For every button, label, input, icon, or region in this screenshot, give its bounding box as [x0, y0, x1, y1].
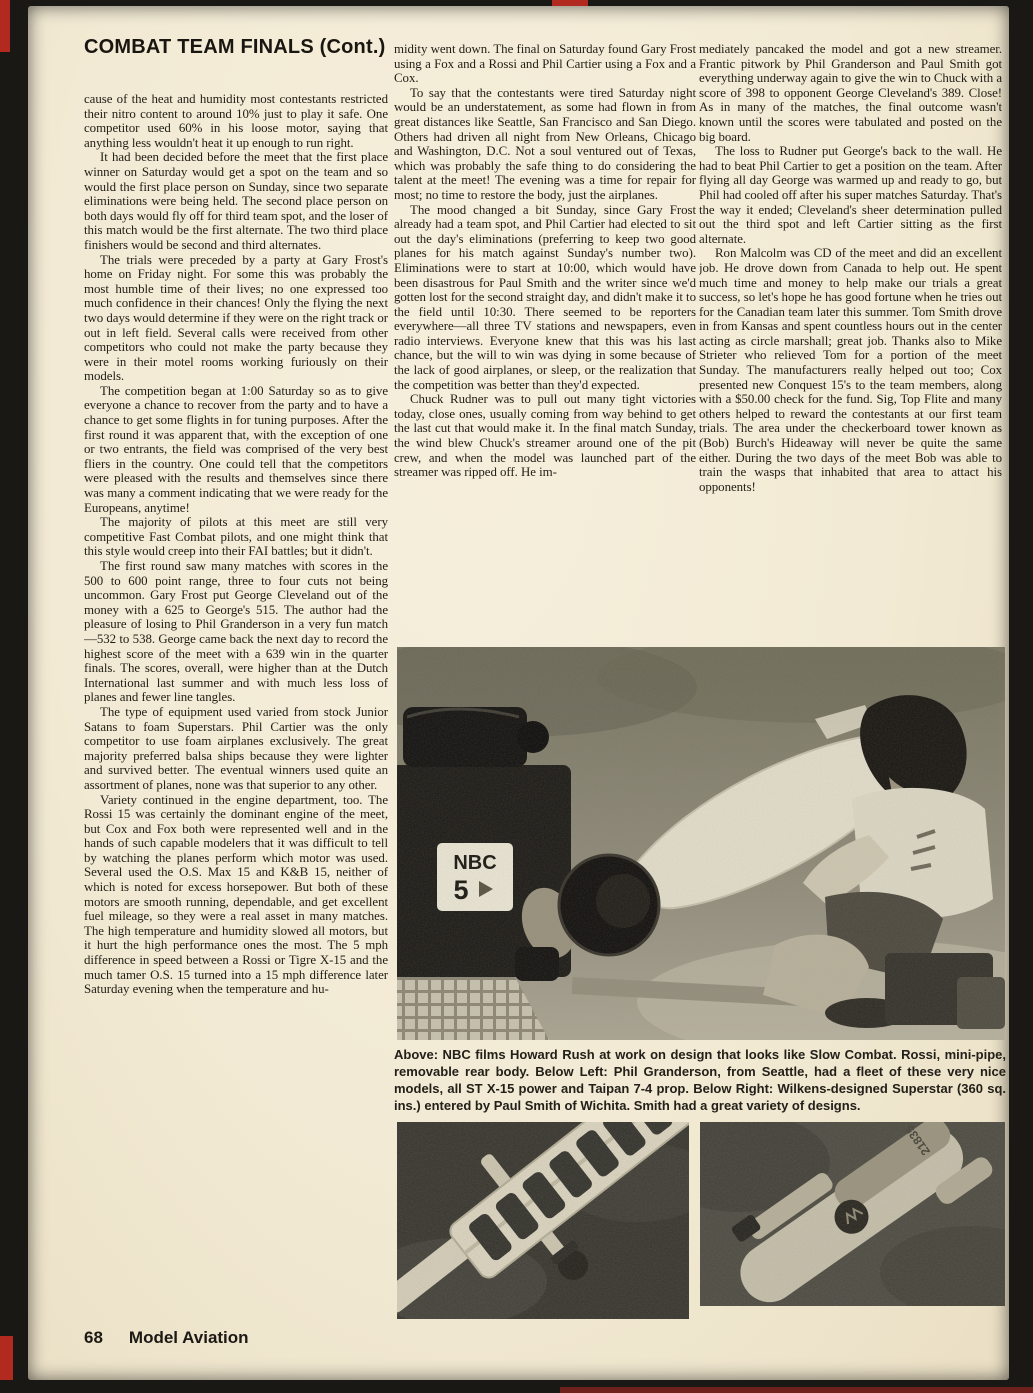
- text-column-2: [394, 42, 696, 642]
- page-footer: [84, 1328, 249, 1348]
- red-registration-mark: [560, 1387, 1033, 1393]
- text-column-3: [699, 42, 1002, 642]
- photo-illustration: [397, 647, 1005, 1040]
- photo-superstar-plane: [700, 1122, 1005, 1306]
- red-registration-mark: [0, 1336, 13, 1380]
- photo-caption: Above: NBC films Howard Rush at work on design that looks like Slow Combat. Rossi, mini-pipe, removable rear body. Below Left: Phil Granderson, from Seattle, had a fleet of these very nice models, all ST X-15 power and Taipan 7-4 prop. Below Right: Wilkens-designed Superstar (360 sq. ins.) entered by Paul Smith of Wichita. Smith had a great variety of designs.: [394, 1047, 1006, 1113]
- red-registration-mark: [552, 0, 588, 6]
- page-surface: [28, 6, 1009, 1380]
- paragraph: midity went down. The final on Saturday found Gary Frost using a Fox and a Rossi and Phil Cartier using a Fox and a Cox.: [394, 42, 696, 86]
- paragraph: cause of the heat and humidity most contestants restricted their nitro content to around 10% just to play it safe. One competitor used 60% in his loose motor, saying that anything less wouldn't heat it up enough to run right.: [84, 92, 388, 150]
- paragraph: The majority of pilots at this meet are still very competitive Fast Combat pilots, and one might think that this style would creep into their FAI battles; but it didn't.: [84, 515, 388, 559]
- text-column-1: [84, 92, 388, 1326]
- paragraph: The trials were preceded by a party at Gary Frost's home on Friday night. For some this was probably the most humble time of their lives; no one expressed too much confidence in their chances! Only the flying the next two days would determine if they were on the right track or out in left field. Several calls were received from other competitors who could not make the party because they were in their motel rooms working furiously on their models.: [84, 252, 388, 384]
- magazine-name: Model Aviation: [128, 1328, 249, 1347]
- paragraph: Variety continued in the engine department, too. The Rossi 15 was certainly the dominant engine of the meet, but Cox and Fox both were represented well and in the hands of such capable modelers that it was difficult to tell by watching the planes perform which motor was used. Several used the O.S. Max 15 and K&B 15, neither of which is noted for excess horsepower. But both of these motors are smooth running, dependable, and get excellent fuel mileage, so they were a real asset in many matches. The high temperature and humidity slowed all motors, but it hurt the high performance ones the most. The 5 mph difference in speed between a Rossi or Tigre X-15 and the much tamer O.S. 15 turned into a 15 mph difference later Saturday evening when the temperature and hu-: [84, 792, 388, 997]
- page-number: 68: [84, 1328, 103, 1347]
- page-title: COMBAT TEAM FINALS (Cont.): [84, 36, 386, 58]
- photo-nbc-filming-modeler: [397, 647, 1005, 1040]
- paragraph: The loss to Rudner put George's back to the wall. He had to beat Phil Cartier to get a position on the team. After flying all day George was warmed up and ready to go, but Phil had cooled off after his super matches Saturday. That's the way it ended; Cleveland's sheer determination pulled out the third spot and left Cartier sitting as the first alternate.: [699, 144, 1002, 246]
- paragraph: To say that the contestants were tired Saturday night would be an understatement, as some had flown in from great distances like Seattle, San Francisco and San Diego. Others had driven all night from New Orleans, Chicago and Washington, D.C. Not a soul ventured out of Texas, which was probably the safe thing to do considering the talent at the meet! The evening was a time for repair for most; no time to restore the body, just the airplanes.: [394, 85, 696, 202]
- paragraph: Chuck Rudner was to pull out many tight victories today, close ones, usually coming from way behind to get the last cut that would make it. In the final match Sunday, the wind blew Chuck's streamer around one of the pit crew, and when the model was launched part of the streamer was ripped off. He im-: [394, 392, 696, 480]
- paragraph: The type of equipment used varied from stock Junior Satans to foam Superstars. Phil Cartier was the only competitor to use foam airplanes exclusively. The great majority preferred balsa ships because they were lighter and survived better. The eventual winners used quite an assortment of planes, none was that superior to any other.: [84, 704, 388, 792]
- red-registration-mark: [0, 0, 10, 52]
- paragraph: mediately pancaked the model and got a new streamer. Frantic pitwork by Phil Granderson and Paul Smith got everything underway again to give the win to Chuck with a score of 398 to opponent George Cleveland's 389. Close! As in many of the matches, the final outcome wasn't known until the scores were tabulated and posted on the big board.: [699, 42, 1002, 144]
- photo-balsa-framework-plane: [397, 1122, 689, 1319]
- paragraph: The competition began at 1:00 Saturday so as to give everyone a chance to recover from the party and to have a chance to get some flights in for tuning purposes. After the first round it was apparent that, with the exception of one or two entrants, the field was comprised of the very best fliers in the country. One could tell that the competitors were pleased with the results and themselves since there was many a comment indicating that we were ready for the Europeans, anytime!: [84, 383, 388, 515]
- paragraph: The first round saw many matches with scores in the 500 to 600 point range, three to four cuts not being uncommon. Gary Frost put George Cleveland out of the money with a 625 to George's 515. The author had the pleasure of losing to Phil Granderson in a very fun match—532 to 538. George came back the next day to record the highest score of the meet with a 639 win in the quarter finals. The scores, overall, were higher than at the Dutch International last summer and with much less loss of planes and fewer line tangles.: [84, 559, 388, 705]
- paragraph: The mood changed a bit Sunday, since Gary Frost already had a team spot, and Phil Cartier had elected to sit out the day's eliminations (preferring to keep two good planes for his match against Sunday's number two). Eliminations were to start at 10:00, which would have been disastrous for Paul Smith and the writer since we'd gotten lost for the second straight day, and didn't make it to the field until 10:30. There seemed to be reporters everywhere—all three TV stations and newspapers, even radio interviews. Everyone knew that this was his last chance, but the will to win was dying in some because of the lack of good airplanes, or sleep, or the realization that the competition was better than they'd expected.: [394, 202, 696, 392]
- photo-illustration: [700, 1122, 1005, 1306]
- paragraph: It had been decided before the meet that the first place winner on Saturday would get a spot on the team and so would the first place person on Sunday, since two separate eliminations were being held. The second place person on both days would fly off for third team spot, and the loser of this match would be the first alternate. The two third place finishers would be second and third alternates.: [84, 150, 388, 252]
- paragraph: Ron Malcolm was CD of the meet and did an excellent job. He drove down from Canada to help out. He spent much time and money to help make our trials a great success, so let's hope he has good fortune when he tries out for the Canadian team later this summer. Tom Smith drove in from Kansas and spent countless hours out in the center acting as circle marshall; great job. Thanks also to Mike Strieter who relieved Tom for a portion of the meet Sunday. The manufacturers really helped out too; Cox presented new Conquest 15's to the team members, along with a $50.00 check for the fund. Sig, Top Flite and many others helped to reward the contestants at our first team trials. The area under the checkerboard tower known as (Bob) Burch's Hideaway will never be quite the same either. During the two days of the meet Bob was able to train the wasps that inhabited that area to attact his opponents!: [699, 246, 1002, 494]
- photo-illustration: [397, 1122, 689, 1319]
